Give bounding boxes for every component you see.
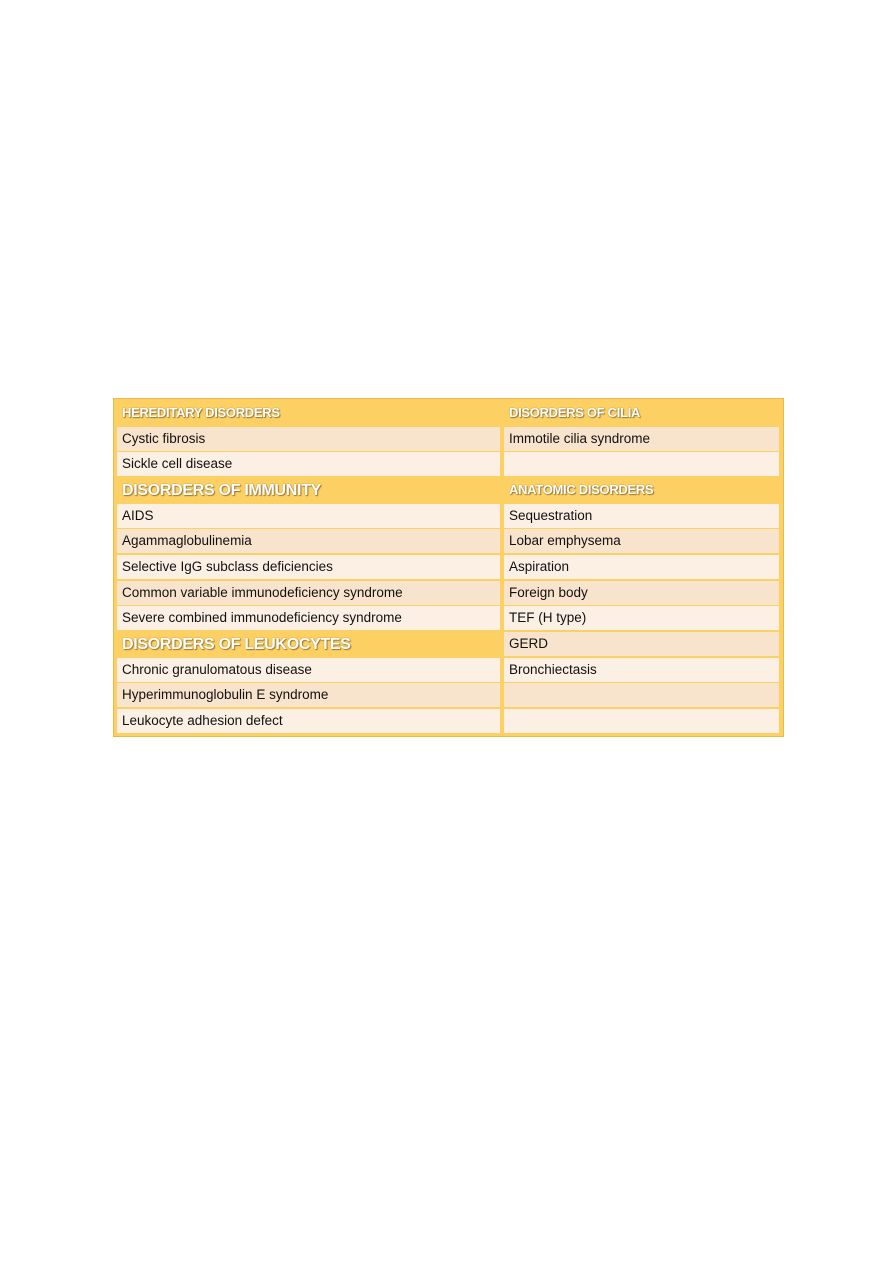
table-row: Agammaglobulinemia [117,529,500,553]
section-header-cilia: DISORDERS OF CILIA [509,405,641,420]
table-row: Cystic fibrosis [117,427,500,451]
section-header-leukocytes: DISORDERS OF LEUKOCYTES [122,636,351,653]
table-row: Hyperimmunoglobulin E syndrome [117,683,500,707]
table-row: GERD [504,632,779,656]
section-header-immunity: DISORDERS OF IMMUNITY [122,482,322,499]
table-row: Lobar emphysema [504,529,779,553]
table-row: Sequestration [504,504,779,528]
table-row: Foreign body [504,581,779,605]
table-row: Immotile cilia syndrome [504,427,779,451]
table-row: Severe combined immunodeficiency syndrome [117,606,500,630]
table-row: Leukocyte adhesion defect [117,709,500,733]
table-row: Aspiration [504,555,779,579]
table-row: Selective IgG subclass deficiencies [117,555,500,579]
disorders-table [113,398,784,737]
table-row-empty [504,709,779,733]
table-row: Chronic granulomatous disease [117,658,500,682]
section-header-hereditary: HEREDITARY DISORDERS [122,405,280,420]
table-row-empty [504,683,779,707]
table-row: Sickle cell disease [117,452,500,476]
section-header-anatomic: ANATOMIC DISORDERS [509,482,654,497]
table-row: AIDS [117,504,500,528]
table-row: TEF (H type) [504,606,779,630]
table-row: Common variable immunodeficiency syndrome [117,581,500,605]
table-row: Bronchiectasis [504,658,779,682]
table-row-empty [504,452,779,476]
